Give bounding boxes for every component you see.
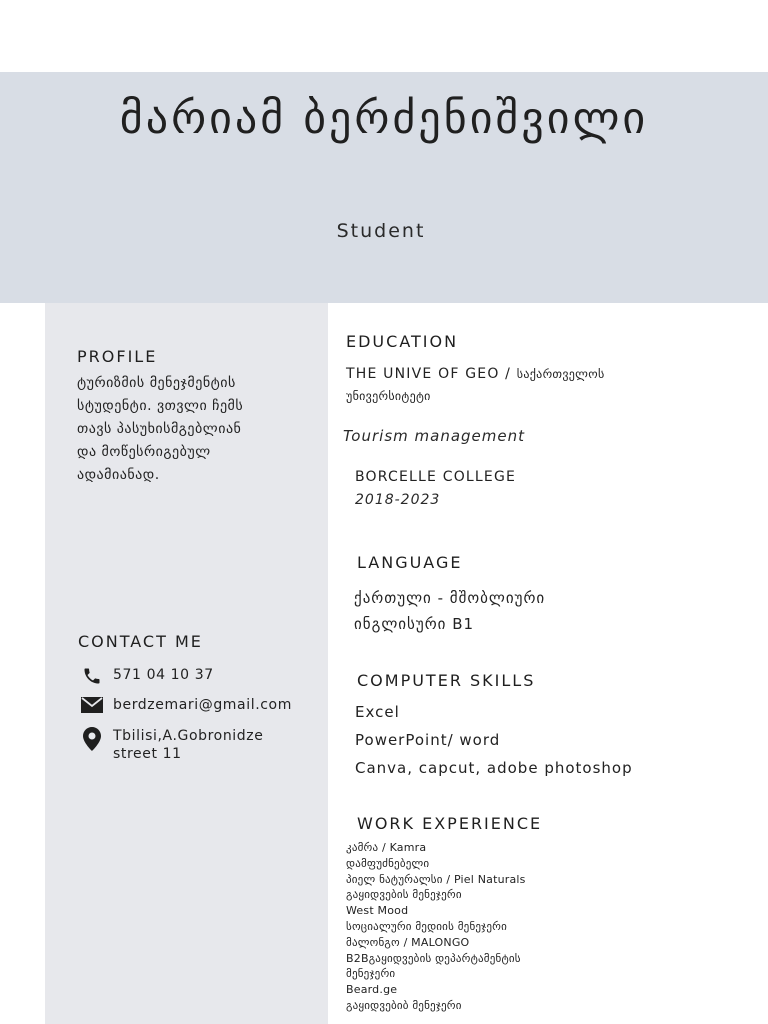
contact-phone: [80, 666, 293, 686]
profile-text: [77, 372, 317, 487]
profile-heading: PROFILE: [77, 347, 158, 366]
work-item: Beard.ge: [346, 983, 398, 997]
school-2-name: BORCELLE COLLEGE: [355, 469, 517, 485]
address-text: Tbilisi,A.Gobronidze street 11: [113, 728, 264, 762]
language-item: ინგლისური B1: [354, 615, 475, 633]
skill-item: Canva, capcut, adobe photoshop: [355, 759, 633, 777]
phone-number: 571 04 10 37: [113, 667, 214, 683]
skill-item: PowerPoint/ word: [355, 731, 501, 749]
school-1-name-geo-line2: უნივერსიტეტი: [346, 389, 431, 403]
work-item: B2Bგაყიდვების დეპარტამენტის: [346, 951, 521, 965]
school-1-name-en: THE UNIVE OF GEO /: [346, 366, 512, 382]
contact-email: [80, 696, 293, 716]
work-item: მალონგო / MALONGO: [346, 935, 470, 949]
work-experience-list: [346, 840, 526, 1014]
work-item: სოციალური მედიის მენეჯერი: [346, 919, 508, 933]
work-item: გაყიდვებიბ მენეჯერი: [346, 998, 462, 1012]
work-item: კამრა / Kamra: [346, 841, 427, 854]
email-address[interactable]: berdzemari@gmail.com: [113, 697, 292, 713]
profile-line: ტურიზმის მენეჯმენტის: [77, 375, 236, 391]
work-item: დამფუძნებელი: [346, 856, 430, 870]
work-item: West Mood: [346, 904, 409, 918]
work-item: პიელ ნატურალსი / Piel Naturals: [346, 872, 526, 886]
language-heading: LANGUAGE: [357, 553, 463, 572]
program-name: Tourism management: [343, 427, 526, 445]
skill-item: Excel: [355, 703, 400, 721]
language-item: ქართული - მშობლიური: [354, 589, 546, 607]
work-experience-heading: WORK EXPERIENCE: [357, 814, 543, 833]
school-1-name-geo-line1: საქართველოს: [516, 367, 605, 381]
person-name: მარიამ ბერძენიშვილი: [119, 93, 649, 144]
profile-line: თავს პასუხისმგებლიან: [77, 421, 242, 437]
work-item: მენეჯერი: [346, 967, 396, 981]
school-2-years: 2018-2023: [355, 492, 441, 508]
education-heading: EDUCATION: [346, 332, 459, 351]
school-1-name: [346, 366, 605, 382]
profile-line: სტუდენტი. ვთვლი ჩემს: [77, 398, 244, 414]
person-role: Student: [336, 220, 426, 242]
contact-address: [80, 727, 293, 763]
location-pin-icon: [80, 727, 104, 747]
work-item: გაყიდვების მენეჯერი: [346, 888, 462, 902]
contact-heading: CONTACT ME: [78, 632, 203, 651]
phone-icon: [80, 666, 104, 686]
profile-line: და მოწესრიგებულ: [77, 444, 211, 460]
computer-skills-heading: COMPUTER SKILLS: [357, 671, 536, 690]
profile-line: ადამიანად.: [77, 467, 160, 483]
envelope-icon: [80, 696, 104, 716]
